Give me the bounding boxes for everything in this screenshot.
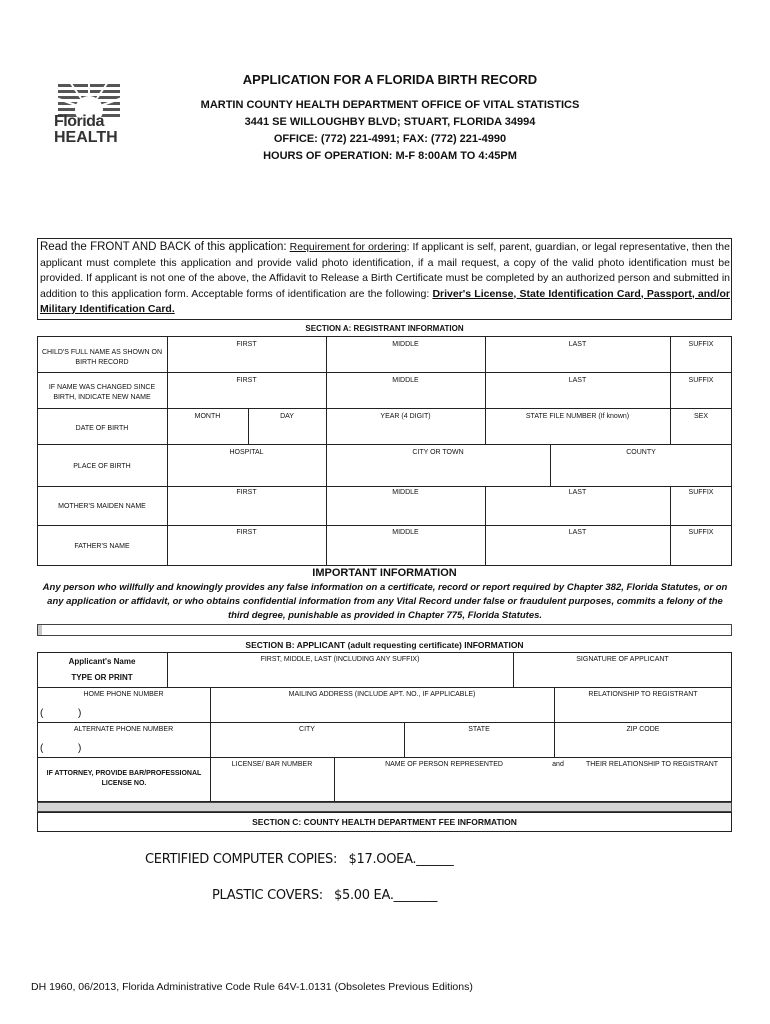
- mailing-address-caption: MAILING ADDRESS (INCLUDE APT. NO., IF APPLICABLE): [288, 691, 476, 698]
- new-middle-field[interactable]: [327, 386, 484, 407]
- mother-last-field[interactable]: [486, 498, 669, 524]
- new-first-field[interactable]: [168, 386, 325, 407]
- logo-florida: Florida: [54, 113, 104, 130]
- fathers-name-label: FATHER'S NAME: [74, 543, 130, 550]
- father-middle-field[interactable]: [327, 538, 484, 565]
- full-name-caption: FIRST, MIDDLE, LAST (INCLUDING ANY SUFFIX): [260, 656, 420, 663]
- person-represented-caption: NAME OF PERSON REPRESENTED: [385, 761, 503, 768]
- year-caption: YEAR (4 DIGIT): [380, 413, 431, 420]
- office-phones: OFFICE: (772) 221-4991; FAX: (772) 221-4990: [273, 133, 507, 145]
- child-middle-field[interactable]: [327, 350, 484, 371]
- mothers-maiden-label: MOTHER'S MAIDEN NAME: [58, 503, 146, 510]
- alt-phone-field[interactable]: [90, 736, 208, 756]
- year-field[interactable]: [327, 422, 484, 443]
- instructions-text: [40, 240, 730, 318]
- office-address: 3441 SE WILLOUGHBY BLVD; STUART, FLORIDA 34994: [244, 116, 536, 128]
- type-or-print-label: TYPE OR PRINT: [71, 673, 133, 682]
- new-last-field[interactable]: [486, 386, 669, 407]
- father-suffix-field[interactable]: [671, 538, 731, 565]
- month-caption: MONTH: [194, 413, 221, 420]
- mother-last-caption: LAST: [568, 489, 587, 496]
- and-caption: and: [552, 761, 564, 768]
- day-caption: DAY: [280, 413, 294, 420]
- city-town-caption: CITY OR TOWN: [412, 449, 464, 456]
- childs-name-label: CHILD'S FULL NAME AS SHOWN ON BIRTH RECORD: [41, 349, 163, 366]
- father-middle-caption: MIDDLE: [392, 529, 419, 536]
- mother-middle-field[interactable]: [327, 498, 484, 524]
- relationship-field[interactable]: [555, 701, 731, 721]
- page-title: APPLICATION FOR A FLORIDA BIRTH RECORD: [242, 72, 538, 87]
- important-heading: IMPORTANT INFORMATION: [312, 567, 457, 579]
- place-of-birth-label: PLACE OF BIRTH: [73, 463, 131, 470]
- alt-phone-caption: ALTERNATE PHONE NUMBER: [73, 726, 174, 733]
- child-last-field[interactable]: [486, 350, 669, 371]
- father-last-field[interactable]: [486, 538, 669, 565]
- mother-first-field[interactable]: [168, 498, 325, 524]
- new-suffix-field[interactable]: [671, 386, 731, 407]
- child-first-field[interactable]: [168, 350, 325, 371]
- state-field[interactable]: [405, 736, 553, 756]
- father-suffix-caption: SUFFIX: [688, 529, 714, 536]
- month-field[interactable]: [168, 422, 247, 443]
- new-middle-caption: MIDDLE: [392, 377, 419, 384]
- their-relationship-field[interactable]: [572, 771, 731, 801]
- attorney-label: IF ATTORNEY, PROVIDE BAR/PROFESSIONAL LICENSE NO.: [46, 770, 202, 787]
- sex-field[interactable]: [671, 422, 731, 443]
- section-c-heading: SECTION C: COUNTY HEALTH DEPARTMENT FEE INFORMATION: [252, 817, 517, 827]
- sex-caption: SEX: [693, 413, 708, 420]
- child-last-caption: LAST: [568, 341, 587, 348]
- changed-name-label: IF NAME WAS CHANGED SINCE BIRTH, INDICATE NEW NAME: [48, 384, 156, 401]
- city-field[interactable]: [211, 736, 403, 756]
- state-file-field[interactable]: [486, 422, 669, 443]
- mailing-address-field[interactable]: [211, 701, 553, 721]
- new-last-caption: LAST: [568, 377, 587, 384]
- father-first-caption: FIRST: [236, 529, 257, 536]
- hospital-field[interactable]: [168, 458, 325, 485]
- day-field[interactable]: [249, 422, 325, 443]
- mother-first-caption: FIRST: [236, 489, 257, 496]
- license-caption: LICENSE/ BAR NUMBER: [231, 761, 313, 768]
- person-represented-field[interactable]: [335, 771, 547, 801]
- office-hours: HOURS OF OPERATION: M-F 8:00AM TO 4:45PM: [263, 150, 517, 162]
- state-file-caption: [485, 413, 670, 420]
- instructions-lead: Read the FRONT AND BACK of this application:: [40, 241, 287, 253]
- form-footer: DH 1960, 06/2013, Florida Administrative Code Rule 64V-1.0131 (Obsoletes Previous Editions): [31, 981, 473, 993]
- new-first-caption: FIRST: [236, 377, 257, 384]
- applicant-name-field[interactable]: [168, 665, 512, 686]
- home-phone-close-paren: ): [78, 708, 82, 719]
- hospital-caption: HOSPITAL: [229, 449, 264, 456]
- mother-middle-caption: MIDDLE: [392, 489, 419, 496]
- instructions-id-list: Driver's License, State Identification Card, Passport, and/or Military Identification Card.: [40, 287, 730, 315]
- child-middle-caption: MIDDLE: [392, 341, 419, 348]
- home-phone-field[interactable]: [90, 701, 208, 721]
- certified-copies-line: CERTIFIED COMPUTER COPIES: $17.OOEA.______: [145, 852, 454, 867]
- instructions-body: : If applicant is self, parent, guardian, or legal representative, then the applicant must complete this application and provide valid photo identification, if a mail request, a copy of the valid photo identification must be provided. If applicant is not one of the above, the Affidavit to Release a Birth Certificate must be completed by an authorized person and submitted in addition to this application form. Acceptable forms of identification are the following:: [40, 241, 730, 300]
- section-b-heading: SECTION B: APPLICANT (adult requesting certificate) INFORMATION: [245, 640, 524, 650]
- alt-phone-open-paren: (: [40, 743, 44, 754]
- zip-field[interactable]: [555, 736, 731, 756]
- home-phone-caption: HOME PHONE NUMBER: [83, 691, 164, 698]
- their-relationship-caption: THEIR RELATIONSHIP TO REGISTRANT: [585, 761, 719, 768]
- signature-caption: SIGNATURE OF APPLICANT: [576, 656, 669, 663]
- mother-suffix-caption: SUFFIX: [688, 489, 714, 496]
- plastic-covers-label: PLASTIC COVERS:: [212, 888, 323, 903]
- important-divider: [37, 624, 732, 636]
- instructions-requirement: Requirement for ordering: [289, 241, 407, 253]
- florida-health-logo: [52, 76, 126, 148]
- zip-caption: ZIP CODE: [626, 726, 660, 733]
- plastic-covers-price: $5.00 EA._______: [334, 888, 438, 903]
- new-suffix-caption: SUFFIX: [688, 377, 714, 384]
- signature-field[interactable]: [514, 665, 731, 686]
- state-file-number-text: STATE FILE NUMBER: [525, 413, 597, 420]
- city-caption: CITY: [299, 726, 315, 733]
- relationship-caption: RELATIONSHIP TO REGISTRANT: [588, 691, 698, 698]
- child-suffix-caption: SUFFIX: [688, 341, 714, 348]
- alt-phone-close-paren: ): [78, 743, 82, 754]
- father-last-caption: LAST: [568, 529, 587, 536]
- important-text: Any person who willfully and knowingly provides any false information on a certificate, record or report required by Chapter 382, Florida Statutes, or on any application or affidavit, or who obtains confidential information from any Vital Record under false or fraudulent purposes, commits a felony of the third degree, punishable as provided in Chapter 775, Florida Statutes.: [42, 582, 728, 621]
- if-known-text: (If known): [598, 413, 630, 420]
- office-name: MARTIN COUNTY HEALTH DEPARTMENT OFFICE OF VITAL STATISTICS: [200, 99, 580, 111]
- logo-health: HEALTH: [54, 129, 118, 146]
- county-caption: COUNTY: [626, 449, 656, 456]
- date-of-birth-label: DATE OF BIRTH: [75, 425, 129, 432]
- state-caption: STATE: [468, 726, 490, 733]
- license-field[interactable]: [211, 771, 333, 801]
- mother-suffix-field[interactable]: [671, 498, 731, 524]
- child-first-caption: FIRST: [236, 341, 257, 348]
- child-suffix-field[interactable]: [671, 350, 731, 371]
- applicant-name-label: Applicant's Name: [68, 657, 136, 666]
- home-phone-open-paren: (: [40, 708, 44, 719]
- father-first-field[interactable]: [168, 538, 325, 565]
- city-town-field[interactable]: [327, 458, 549, 485]
- section-a-heading: SECTION A: REGISTRANT INFORMATION: [305, 324, 464, 333]
- county-field[interactable]: [551, 458, 731, 485]
